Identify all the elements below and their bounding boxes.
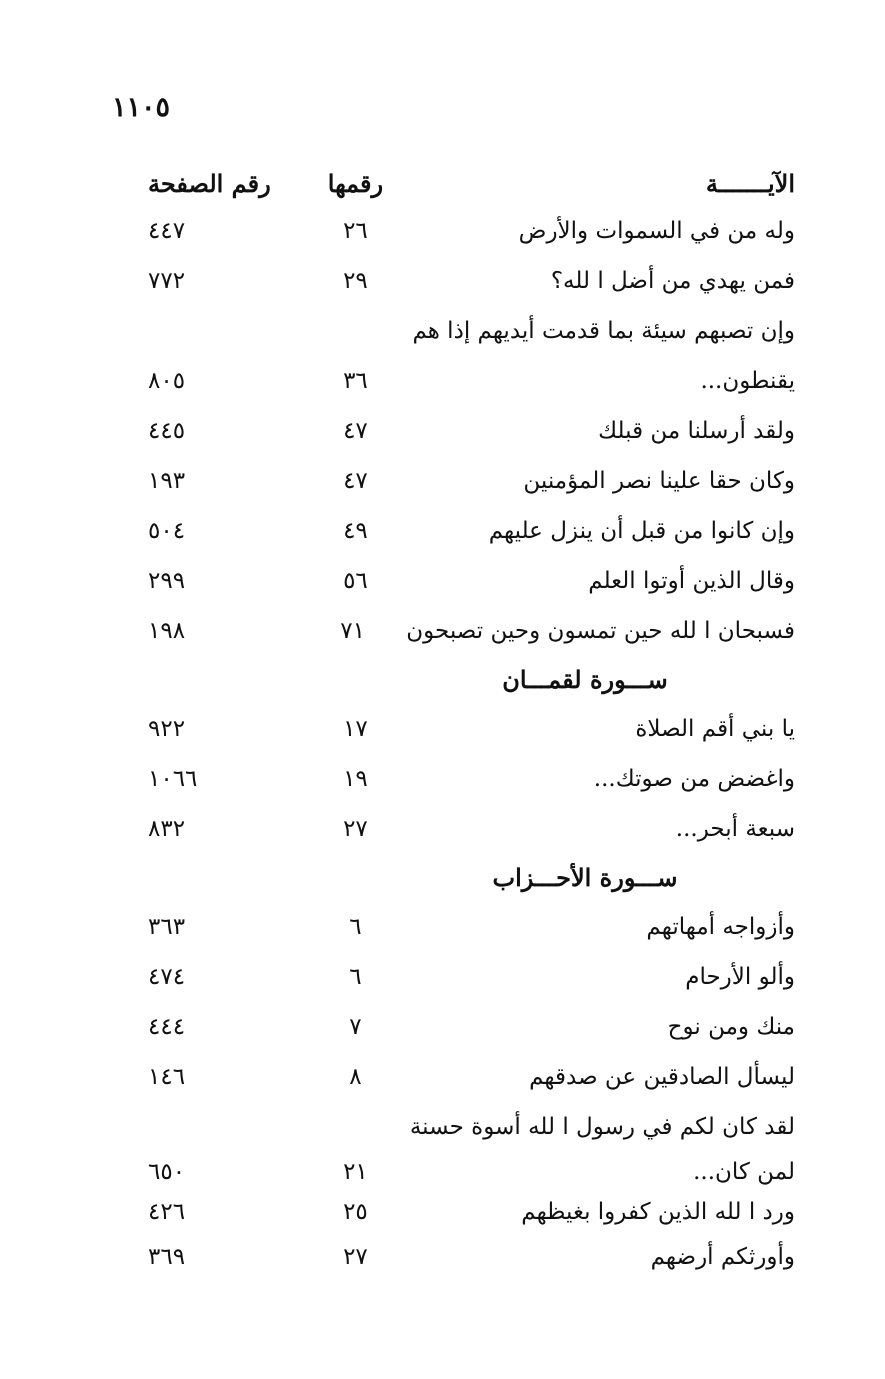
verse-text: فسبحان ا لله حين تمسون وحين تصبحون — [406, 618, 795, 644]
table-row — [140, 206, 795, 256]
page-reference: ٣٦٩ — [148, 1244, 186, 1270]
page-reference: ٤٤٤ — [148, 1014, 186, 1040]
table-row — [140, 952, 795, 1002]
verse-text: فمن يهدي من أضل ا لله؟ — [550, 268, 795, 294]
verse-number: ٢٥ — [343, 1199, 368, 1225]
page-reference: ٣٦٣ — [148, 914, 186, 940]
verse-number: ٤٩ — [343, 518, 368, 544]
verse-number: ٣٦ — [343, 368, 368, 394]
page-reference: ٤٢٦ — [148, 1199, 186, 1225]
verse-number: ٢١ — [343, 1159, 368, 1185]
verse-number: ٦ — [349, 964, 362, 990]
verse-text: وكان حقا علينا نصر المؤمنين — [523, 468, 795, 494]
verse-text: لمن كان... — [693, 1159, 795, 1185]
page-reference: ٦٥٠ — [148, 1159, 186, 1185]
table-row — [140, 704, 795, 754]
verse-number: ٤٧ — [343, 418, 368, 444]
table-row — [140, 356, 795, 406]
table-row — [140, 1232, 795, 1282]
table-row — [140, 1052, 795, 1102]
verse-text: وإن كانوا من قبل أن ينزل عليهم — [488, 518, 795, 544]
verse-number: ٢٧ — [343, 1244, 368, 1270]
page-reference: ٩٢٢ — [148, 716, 186, 742]
verse-text: وأورثكم أرضهم — [650, 1244, 795, 1270]
table-row — [140, 606, 795, 656]
page-reference: ٢٩٩ — [148, 568, 186, 594]
index-table — [140, 160, 795, 1282]
header-page: رقم الصفحة — [148, 168, 271, 198]
verse-text: وأزواجه أمهاتهم — [646, 914, 795, 940]
verse-text: وألو الأرحام — [685, 964, 795, 990]
table-header — [140, 160, 795, 206]
verse-number: ٦ — [349, 914, 362, 940]
verse-number: ٤٧ — [343, 468, 368, 494]
verse-text: وإن تصبهم سيئة بما قدمت أيديهم إذا هم — [412, 318, 795, 344]
verse-text: ليسأل الصادقين عن صدقهم — [529, 1064, 795, 1090]
verse-number: ٢٦ — [343, 218, 368, 244]
header-verse: الآيـــــــة — [705, 168, 795, 198]
surah-heading-luqman: ســـورة لقمـــان — [502, 665, 668, 694]
verse-number: ١٧ — [343, 716, 368, 742]
page-reference: ٨٠٥ — [148, 368, 186, 394]
page-reference: ٤٤٧ — [148, 218, 186, 244]
table-row — [140, 1002, 795, 1052]
page-reference: ٧٧٢ — [148, 268, 186, 294]
verse-text: يا بني أقم الصلاة — [635, 716, 795, 742]
table-row-continued — [140, 306, 795, 356]
page-reference: ١٤٦ — [148, 1064, 186, 1090]
verse-text: ورد ا لله الذين كفروا بغيظهم — [521, 1199, 795, 1225]
table-row — [140, 754, 795, 804]
verse-number: ٨ — [349, 1064, 362, 1090]
table-row — [140, 1152, 795, 1192]
page-reference: ١٩٣ — [148, 468, 186, 494]
page-number: ١١٠٥ — [112, 92, 171, 123]
page-reference: ١٩٨ — [148, 618, 186, 644]
table-row-continued — [140, 1102, 795, 1152]
header-number: رقمها — [327, 168, 384, 198]
table-row — [140, 256, 795, 306]
table-row — [140, 456, 795, 506]
verse-text: لقد كان لكم في رسول ا لله أسوة حسنة — [409, 1114, 795, 1140]
surah-heading-ahzab: ســـورة الأحـــزاب — [492, 863, 678, 892]
verse-text: منك ومن نوح — [667, 1014, 795, 1040]
table-row — [140, 556, 795, 606]
table-row — [140, 902, 795, 952]
verse-text: واغضض من صوتك... — [593, 766, 795, 792]
verse-text: وله من في السموات والأرض — [518, 218, 795, 244]
page-reference: ٤٤٥ — [148, 418, 186, 444]
verse-text: سبعة أبحر... — [675, 816, 795, 842]
page-reference: ٨٣٢ — [148, 816, 186, 842]
verse-text: ولقد أرسلنا من قبلك — [598, 418, 795, 444]
verse-number: ٧ — [349, 1014, 362, 1040]
verse-number: ٢٧ — [343, 816, 368, 842]
verse-number: ١٩ — [343, 766, 368, 792]
verse-number: ٥٦ — [343, 568, 368, 594]
verse-text: وقال الذين أوتوا العلم — [588, 568, 795, 594]
table-row — [140, 804, 795, 854]
page-reference: ١٠٦٦ — [148, 766, 198, 792]
verse-number: ٢٩ — [343, 268, 368, 294]
table-row — [140, 1192, 795, 1232]
table-row — [140, 506, 795, 556]
page-reference: ٤٧٤ — [148, 964, 186, 990]
verse-text: يقنطون... — [700, 368, 795, 394]
verse-number: ٧١ — [340, 618, 365, 644]
page-reference: ٥٠٤ — [148, 518, 186, 544]
table-row — [140, 406, 795, 456]
